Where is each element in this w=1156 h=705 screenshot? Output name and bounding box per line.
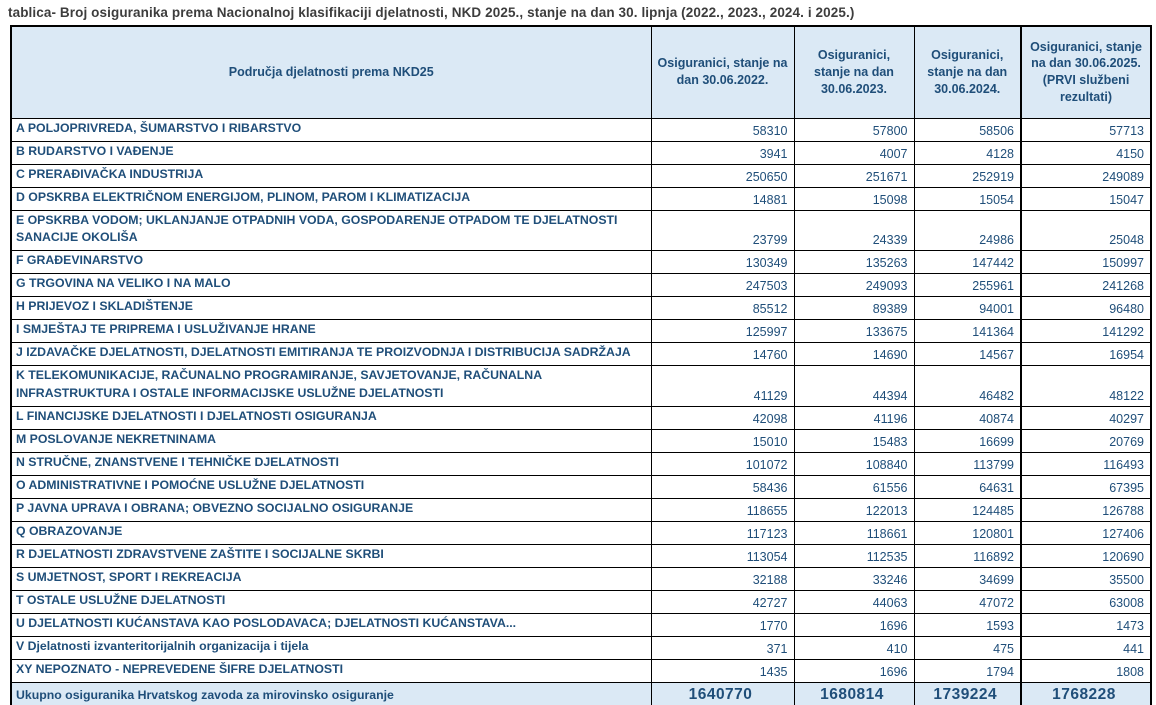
value-2023: 4007 [794, 141, 914, 164]
table-row [11, 297, 1151, 320]
table-body [11, 118, 1151, 682]
table-row [11, 320, 1151, 343]
activity-label: S UMJETNOST, SPORT I REKREACIJA [11, 567, 651, 590]
value-2023: 118661 [794, 521, 914, 544]
insured-persons-table [10, 25, 1152, 705]
value-2023: 14690 [794, 343, 914, 366]
activity-label: A POLJOPRIVREDA, ŠUMARSTVO I RIBARSTVO [11, 118, 651, 141]
value-2022: 113054 [651, 544, 794, 567]
value-2025: 15047 [1021, 187, 1151, 210]
value-2025: 20769 [1021, 429, 1151, 452]
value-2023: 44063 [794, 590, 914, 613]
activity-label: M POSLOVANJE NEKRETNINAMA [11, 429, 651, 452]
value-2023: 133675 [794, 320, 914, 343]
value-2022: 58436 [651, 475, 794, 498]
value-2022: 32188 [651, 567, 794, 590]
value-2023: 112535 [794, 544, 914, 567]
value-2024: 124485 [914, 498, 1021, 521]
activity-label: J IZDAVAČKE DJELATNOSTI, DJELATNOSTI EMITIRANJA TE PROIZVODNJA I DISTRIBUCIJA SADRŽAJA [11, 343, 651, 366]
value-2022: 14881 [651, 187, 794, 210]
value-2024: 116892 [914, 544, 1021, 567]
value-2023: 135263 [794, 251, 914, 274]
table-row [11, 251, 1151, 274]
activity-label: C PRERAĐIVAČKA INDUSTRIJA [11, 164, 651, 187]
value-2024: 24986 [914, 210, 1021, 251]
value-2022: 58310 [651, 118, 794, 141]
total-value-2022: 1640770 [651, 682, 794, 705]
value-2025: 150997 [1021, 251, 1151, 274]
value-2024: 147442 [914, 251, 1021, 274]
table-row [11, 613, 1151, 636]
value-2022: 85512 [651, 297, 794, 320]
value-2022: 250650 [651, 164, 794, 187]
table-row [11, 475, 1151, 498]
total-value-2024: 1739224 [914, 682, 1021, 705]
value-2022: 130349 [651, 251, 794, 274]
table-row [11, 187, 1151, 210]
value-2024: 252919 [914, 164, 1021, 187]
value-2024: 34699 [914, 567, 1021, 590]
value-2024: 141364 [914, 320, 1021, 343]
value-2023: 61556 [794, 475, 914, 498]
value-2025: 127406 [1021, 521, 1151, 544]
value-2025: 116493 [1021, 452, 1151, 475]
value-2025: 16954 [1021, 343, 1151, 366]
value-2022: 371 [651, 636, 794, 659]
table-row [11, 274, 1151, 297]
value-2023: 57800 [794, 118, 914, 141]
value-2022: 118655 [651, 498, 794, 521]
value-2024: 1593 [914, 613, 1021, 636]
value-2023: 249093 [794, 274, 914, 297]
total-label: Ukupno osiguranika Hrvatskog zavoda za mirovinsko osiguranje [11, 682, 651, 705]
value-2024: 120801 [914, 521, 1021, 544]
value-2024: 47072 [914, 590, 1021, 613]
activity-label: G TRGOVINA NA VELIKO I NA MALO [11, 274, 651, 297]
column-header-2025: Osiguranici, stanje na dan 30.06.2025. (PRVI službeni rezultati) [1021, 26, 1151, 118]
value-2025: 35500 [1021, 567, 1151, 590]
value-2025: 40297 [1021, 406, 1151, 429]
activity-label: P JAVNA UPRAVA I OBRANA; OBVEZNO SOCIJALNO OSIGURANJE [11, 498, 651, 521]
table-row [11, 429, 1151, 452]
value-2024: 15054 [914, 187, 1021, 210]
value-2023: 24339 [794, 210, 914, 251]
value-2023: 33246 [794, 567, 914, 590]
table-footer [11, 682, 1151, 705]
table-row [11, 164, 1151, 187]
activity-label: L FINANCIJSKE DJELATNOSTI I DJELATNOSTI OSIGURANJA [11, 406, 651, 429]
activity-label: H PRIJEVOZ I SKLADIŠTENJE [11, 297, 651, 320]
activity-label: B RUDARSTVO I VAĐENJE [11, 141, 651, 164]
table-row [11, 343, 1151, 366]
value-2022: 3941 [651, 141, 794, 164]
activity-label: T OSTALE USLUŽNE DJELATNOSTI [11, 590, 651, 613]
activity-label: V Djelatnosti izvanteritorijalnih organizacija i tijela [11, 636, 651, 659]
value-2025: 96480 [1021, 297, 1151, 320]
page-title: tablica- Broj osiguranika prema Nacionalnoj klasifikaciji djelatnosti, NKD 2025., stanje na dan 30. lipnja (2022., 2023., 2024. i 2025.) [8, 5, 855, 20]
value-2025: 241268 [1021, 274, 1151, 297]
value-2023: 1696 [794, 659, 914, 682]
column-header-2023: Osiguranici, stanje na dan 30.06.2023. [794, 26, 914, 118]
value-2023: 251671 [794, 164, 914, 187]
value-2024: 1794 [914, 659, 1021, 682]
table-row [11, 636, 1151, 659]
table-row [11, 567, 1151, 590]
table-row [11, 544, 1151, 567]
value-2025: 1808 [1021, 659, 1151, 682]
activity-label: R DJELATNOSTI ZDRAVSTVENE ZAŠTITE I SOCIJALNE SKRBI [11, 544, 651, 567]
value-2025: 126788 [1021, 498, 1151, 521]
total-value-2023: 1680814 [794, 682, 914, 705]
value-2024: 475 [914, 636, 1021, 659]
value-2022: 117123 [651, 521, 794, 544]
value-2022: 125997 [651, 320, 794, 343]
table-row [11, 141, 1151, 164]
value-2025: 57713 [1021, 118, 1151, 141]
value-2025: 25048 [1021, 210, 1151, 251]
value-2022: 1770 [651, 613, 794, 636]
value-2022: 41129 [651, 366, 794, 407]
value-2022: 247503 [651, 274, 794, 297]
value-2025: 4150 [1021, 141, 1151, 164]
value-2023: 41196 [794, 406, 914, 429]
value-2023: 122013 [794, 498, 914, 521]
table-row [11, 118, 1151, 141]
value-2025: 120690 [1021, 544, 1151, 567]
value-2025: 63008 [1021, 590, 1151, 613]
value-2024: 58506 [914, 118, 1021, 141]
value-2024: 14567 [914, 343, 1021, 366]
value-2023: 1696 [794, 613, 914, 636]
value-2023: 108840 [794, 452, 914, 475]
value-2022: 15010 [651, 429, 794, 452]
value-2025: 249089 [1021, 164, 1151, 187]
value-2024: 94001 [914, 297, 1021, 320]
table-header [11, 26, 1151, 118]
value-2024: 16699 [914, 429, 1021, 452]
table-row [11, 210, 1151, 251]
table-row [11, 452, 1151, 475]
table-row [11, 659, 1151, 682]
value-2022: 101072 [651, 452, 794, 475]
activity-label: D OPSKRBA ELEKTRIČNOM ENERGIJOM, PLINOM, PAROM I KLIMATIZACIJA [11, 187, 651, 210]
value-2024: 40874 [914, 406, 1021, 429]
activity-label: F GRAĐEVINARSTVO [11, 251, 651, 274]
value-2022: 42727 [651, 590, 794, 613]
activity-label: E OPSKRBA VODOM; UKLANJANJE OTPADNIH VODA, GOSPODARENJE OTPADOM TE DJELATNOSTI SANACIJE OKOLIŠA [11, 210, 651, 251]
value-2023: 89389 [794, 297, 914, 320]
header-row [11, 26, 1151, 118]
value-2022: 42098 [651, 406, 794, 429]
column-header-2022: Osiguranici, stanje na dan 30.06.2022. [651, 26, 794, 118]
activity-label: Q OBRAZOVANJE [11, 521, 651, 544]
value-2025: 141292 [1021, 320, 1151, 343]
activity-label: N STRUČNE, ZNANSTVENE I TEHNIČKE DJELATNOSTI [11, 452, 651, 475]
column-header-activity: Područja djelatnosti prema NKD25 [11, 26, 651, 118]
value-2022: 1435 [651, 659, 794, 682]
table-row [11, 498, 1151, 521]
value-2024: 113799 [914, 452, 1021, 475]
value-2025: 441 [1021, 636, 1151, 659]
value-2025: 48122 [1021, 366, 1151, 407]
value-2024: 255961 [914, 274, 1021, 297]
activity-label: U DJELATNOSTI KUĆANSTAVA KAO POSLODAVACA; DJELATNOSTI KUĆANSTAVA... [11, 613, 651, 636]
value-2023: 15483 [794, 429, 914, 452]
column-header-2024: Osiguranici, stanje na dan 30.06.2024. [914, 26, 1021, 118]
value-2022: 23799 [651, 210, 794, 251]
value-2023: 410 [794, 636, 914, 659]
activity-label: I SMJEŠTAJ TE PRIPREMA I USLUŽIVANJE HRANE [11, 320, 651, 343]
value-2022: 14760 [651, 343, 794, 366]
value-2025: 1473 [1021, 613, 1151, 636]
total-value-2025: 1768228 [1021, 682, 1151, 705]
value-2023: 15098 [794, 187, 914, 210]
total-row [11, 682, 1151, 705]
value-2024: 46482 [914, 366, 1021, 407]
value-2025: 67395 [1021, 475, 1151, 498]
table-row [11, 590, 1151, 613]
table-row [11, 521, 1151, 544]
activity-label: O ADMINISTRATIVNE I POMOĆNE USLUŽNE DJELATNOSTI [11, 475, 651, 498]
value-2024: 4128 [914, 141, 1021, 164]
value-2023: 44394 [794, 366, 914, 407]
value-2024: 64631 [914, 475, 1021, 498]
activity-label: XY NEPOZNATO - NEPREVEDENE ŠIFRE DJELATNOSTI [11, 659, 651, 682]
activity-label: K TELEKOMUNIKACIJE, RAČUNALNO PROGRAMIRANJE, SAVJETOVANJE, RAČUNALNA INFRASTRUKTURA I OSTALE INFORMACIJSKE USLUŽNE DJELATNOSTI [11, 366, 651, 407]
table-row [11, 366, 1151, 407]
table-row [11, 406, 1151, 429]
